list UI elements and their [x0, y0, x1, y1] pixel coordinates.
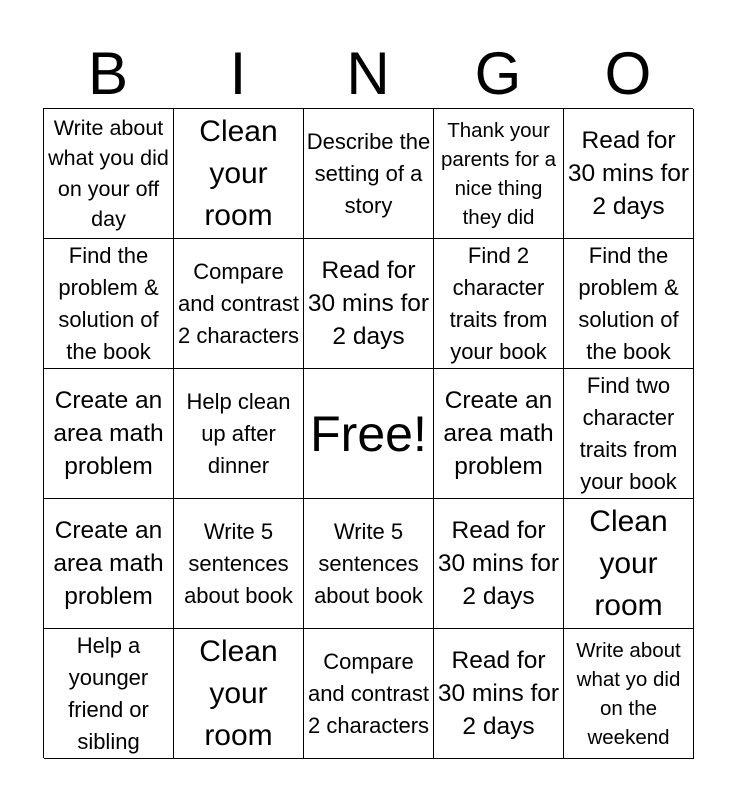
- header-letter-g: G: [474, 40, 522, 107]
- bingo-cell[interactable]: Describe the setting of a story: [304, 109, 434, 239]
- bingo-cell[interactable]: Compare and contrast 2 characters: [174, 239, 304, 369]
- bingo-cell[interactable]: Read for 30 mins for 2 days: [564, 109, 694, 239]
- bingo-cell[interactable]: Read for 30 mins for 2 days: [304, 239, 434, 369]
- bingo-cell[interactable]: Find the problem & solution of the book: [564, 239, 694, 369]
- bingo-cell[interactable]: Create an area math problem: [44, 499, 174, 629]
- bingo-cell[interactable]: Find the problem & solution of the book: [44, 239, 174, 369]
- bingo-header: [43, 40, 693, 108]
- bingo-cell[interactable]: Thank your parents for a nice thing they did: [434, 109, 564, 239]
- header-letter-b: B: [87, 40, 129, 107]
- bingo-cell[interactable]: Read for 30 mins for 2 days: [434, 629, 564, 759]
- bingo-board: [43, 108, 693, 758]
- bingo-cell[interactable]: Compare and contrast 2 characters: [304, 629, 434, 759]
- bingo-cell[interactable]: Write 5 sentences about book: [174, 499, 304, 629]
- bingo-cell[interactable]: Read for 30 mins for 2 days: [434, 499, 564, 629]
- bingo-cell[interactable]: Clean your room: [564, 499, 694, 629]
- bingo-cell[interactable]: Write 5 sentences about book: [304, 499, 434, 629]
- free-space-cell[interactable]: Free!: [304, 369, 434, 499]
- bingo-cell[interactable]: Create an area math problem: [44, 369, 174, 499]
- header-letter-o: O: [604, 40, 652, 107]
- bingo-cell[interactable]: Write about what yo did on the weekend: [564, 629, 694, 759]
- bingo-cell[interactable]: Help a younger friend or sibling: [44, 629, 174, 759]
- header-letter-i: I: [229, 40, 247, 107]
- header-letter-n: N: [346, 40, 390, 107]
- bingo-cell[interactable]: Help clean up after dinner: [174, 369, 304, 499]
- bingo-cell[interactable]: Clean your room: [174, 629, 304, 759]
- bingo-cell[interactable]: Find 2 character traits from your book: [434, 239, 564, 369]
- bingo-cell[interactable]: Create an area math problem: [434, 369, 564, 499]
- bingo-cell[interactable]: Write about what you did on your off day: [44, 109, 174, 239]
- bingo-cell[interactable]: Clean your room: [174, 109, 304, 239]
- bingo-cell[interactable]: Find two character traits from your book: [564, 369, 694, 499]
